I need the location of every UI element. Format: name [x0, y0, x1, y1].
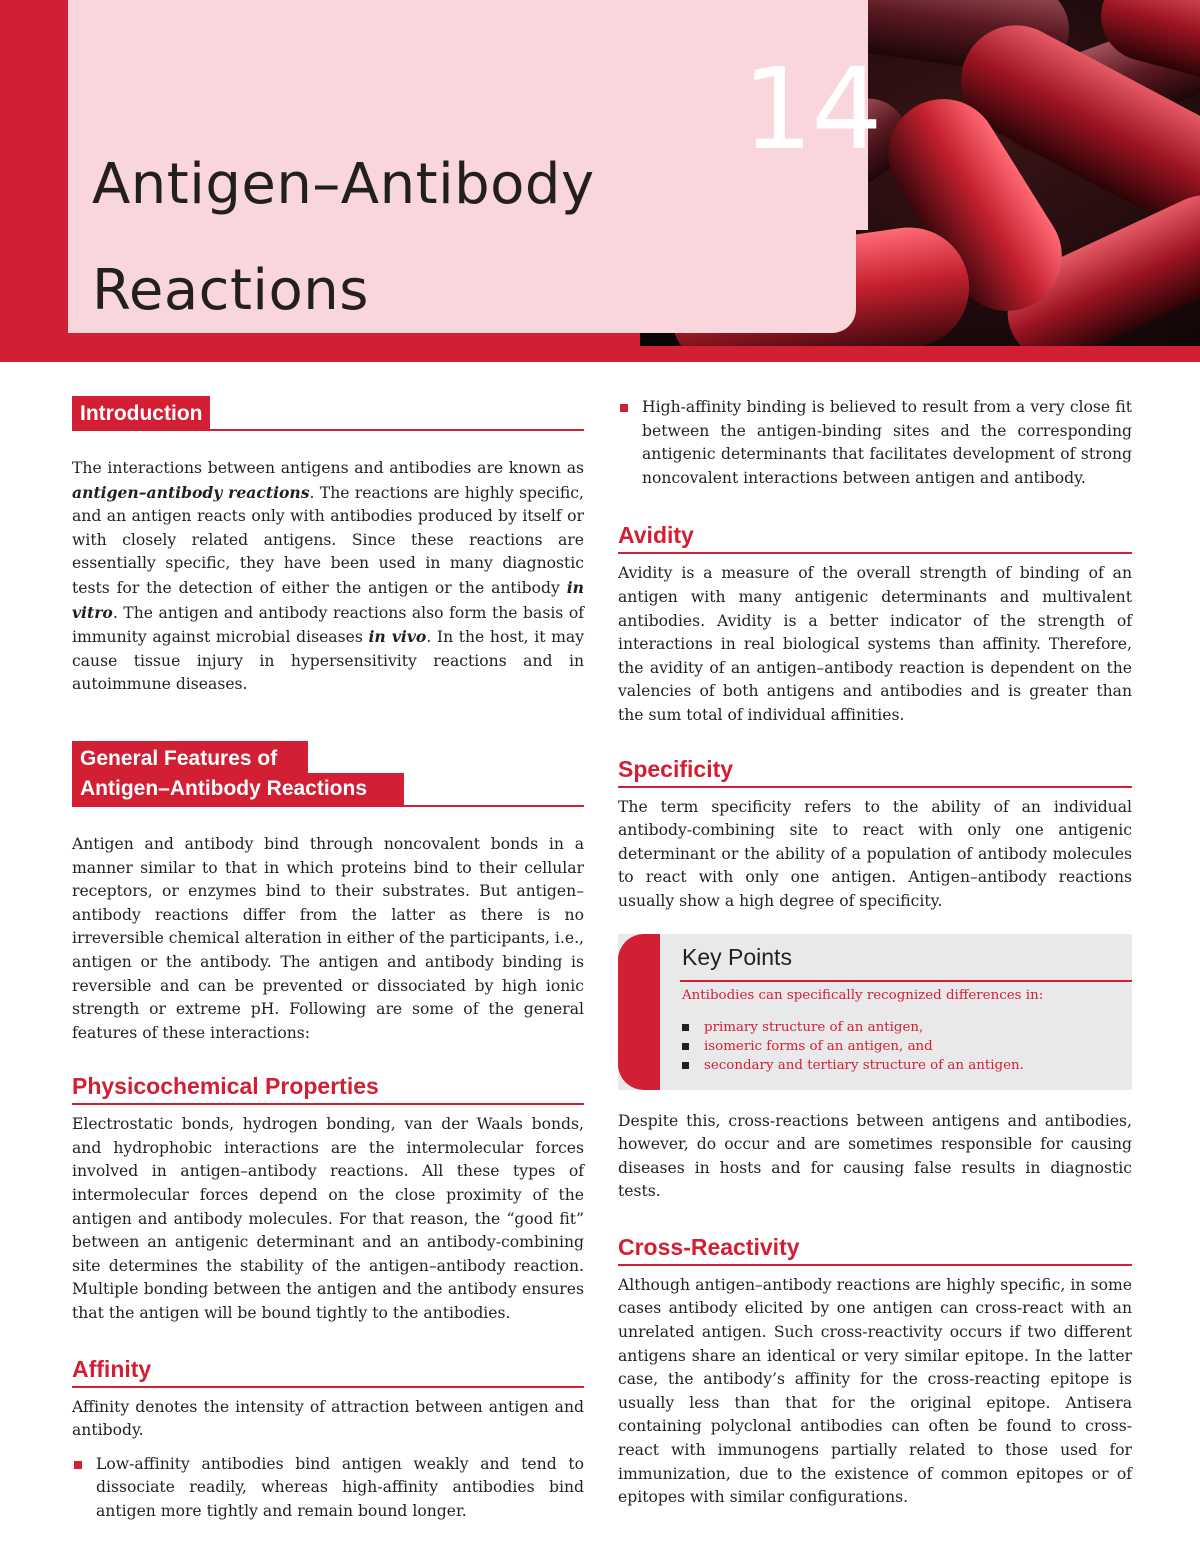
physicochemical-heading: Physicochemical Properties — [72, 1071, 584, 1105]
key-points-intro: Antibodies can specifically recognized differences in: — [682, 987, 1044, 1003]
list-item: primary structure of an antigen, — [680, 1018, 1024, 1037]
term-in-vivo: in vivo — [368, 627, 427, 647]
cross-reactivity-paragraph: Although antigen–antibody reactions are highly specific, in some cases antibody elicited by one antigen can cross-react with an unrelated antigen. Such cross-reactivity occurs if two different antigens share an identical or very similar epitope. In the latter case, the antibody’s affinity for the cross-reacting epitope is usually less than that for the original epitope. Antisera containing polyclonal antibodies can often be found to cross-react with immunogens partially related to those used for immunization, due to the existence of common epitopes or of epitopes with similar configurations. — [618, 1275, 1132, 1507]
affinity-paragraph: Affinity denotes the intensity of attraction between antigen and antibody. — [72, 1397, 584, 1440]
square-bullet-icon — [74, 1461, 82, 1469]
affinity-heading: Affinity — [72, 1354, 584, 1388]
avidity-heading: Avidity — [618, 520, 1132, 554]
list-item: isomeric forms of an antigen, and — [680, 1037, 1024, 1056]
square-bullet-icon — [682, 1062, 689, 1069]
key-points-list — [680, 1018, 1024, 1075]
square-bullet-icon — [682, 1043, 689, 1050]
key-points-rule — [680, 980, 1132, 982]
cross-reaction-paragraph: Despite this, cross-reactions between antigens and antibodies, however, do occur and are sometimes responsible for causing diseases in hosts and for causing false results in diagnostic tests. — [618, 1111, 1132, 1201]
left-column — [72, 396, 584, 1524]
chapter-number: 14 — [742, 45, 881, 175]
introduction-paragraph: The interactions between antigens and antibodies are known as antigen–antibody reactions. The reactions are highly specific, and an antigen reacts only with antibodies produced by itself or with closely related antigens. Since these reactions are essentially specific, they have been used in many diagnostic tests for the detection of either the antigen or the antibody in vitro. The antigen and antibody reactions also form the basis of immunity against microbial diseases in vivo. In the host, it may cause tissue injury in hypersensitivity reactions and in autoimmune diseases. — [72, 459, 585, 694]
key-points-box — [618, 934, 1132, 1090]
square-bullet-icon — [682, 1024, 689, 1031]
term-antigen-antibody-reactions: antigen–antibody reactions — [72, 482, 310, 502]
general-features-heading — [72, 741, 584, 807]
right-column — [618, 396, 1132, 1510]
general-features-heading-line2: Antigen–Antibody Reactions — [72, 773, 404, 805]
general-features-heading-line1: General Features of — [72, 741, 308, 773]
introduction-heading-label: Introduction — [72, 396, 210, 429]
list-item: High-affinity binding is believed to result from a very close fit between the antigen-binding sites and the corresponding antigenic determinants that facilitates development of strong noncovalent interactions between antigen and antibody. — [618, 396, 1132, 490]
chapter-header — [0, 0, 1200, 362]
introduction-heading — [72, 396, 584, 431]
term-in-vitro: in vitro — [72, 577, 584, 622]
specificity-paragraph: The term specificity refers to the ability of an individual antibody-combining site to react with only one antigenic determinant or the ability of a population of antibody molecules to react with only one antigen. Antigen–antibody reactions usually show a high degree of specificity. — [618, 797, 1132, 910]
affinity-bullet-list-continued — [618, 396, 1132, 490]
square-bullet-icon — [620, 404, 628, 412]
general-features-paragraph: Antigen and antibody bind through noncovalent bonds in a manner similar to that in which proteins bind to their cellular receptors, or enzymes bind to their substrates. But antigen–antibody reactions differ from the latter as there is no irreversible chemical alteration in either of the participants, i.e., antigen or the antibody. The antigen and antibody binding is reversible and can be prevented or dissociated by high ionic strength or extreme pH. Following are some of the general features of these interactions: — [72, 834, 584, 1042]
key-points-title: Key Points — [682, 943, 792, 970]
list-item: Low-affinity antibodies bind antigen weakly and tend to dissociate readily, whereas high-affinity antibodies bind antigen more tightly and remain bound longer. — [72, 1453, 584, 1524]
chapter-title-line1: Antigen–Antibody — [92, 152, 595, 217]
physicochemical-paragraph: Electrostatic bonds, hydrogen bonding, van der Waals bonds, and hydrophobic interactions are the intermolecular forces involved in antigen–antibody reactions. All these types of intermolecular forces depend on the close proximity of the antigen and antibody molecules. For that reason, the “good fit” between an antigenic determinant and an antibody-combining site determines the stability of the antigen–antibody reaction. Multiple bonding between the antigen and the antibody ensures that the antigen will be bound tightly to the antibodies. — [72, 1115, 584, 1323]
key-points-tab — [618, 934, 660, 1090]
chapter-title — [92, 132, 652, 344]
cross-reactivity-heading: Cross-Reactivity — [618, 1232, 1132, 1266]
list-item: secondary and tertiary structure of an antigen. — [680, 1056, 1024, 1075]
affinity-bullet-list — [72, 1453, 584, 1524]
avidity-paragraph: Avidity is a measure of the overall strength of binding of an antigen with many antigenic determinants and multivalent antibodies. Avidity is a better indicator of the strength of interactions in real biological systems than affinity. Therefore, the avidity of an antigen–antibody reaction is dependent on the valencies of both antigens and antibodies and is greater than the sum total of individual affinities. — [618, 564, 1132, 724]
chapter-title-line2: Reactions — [92, 258, 369, 323]
specificity-heading: Specificity — [618, 754, 1132, 788]
